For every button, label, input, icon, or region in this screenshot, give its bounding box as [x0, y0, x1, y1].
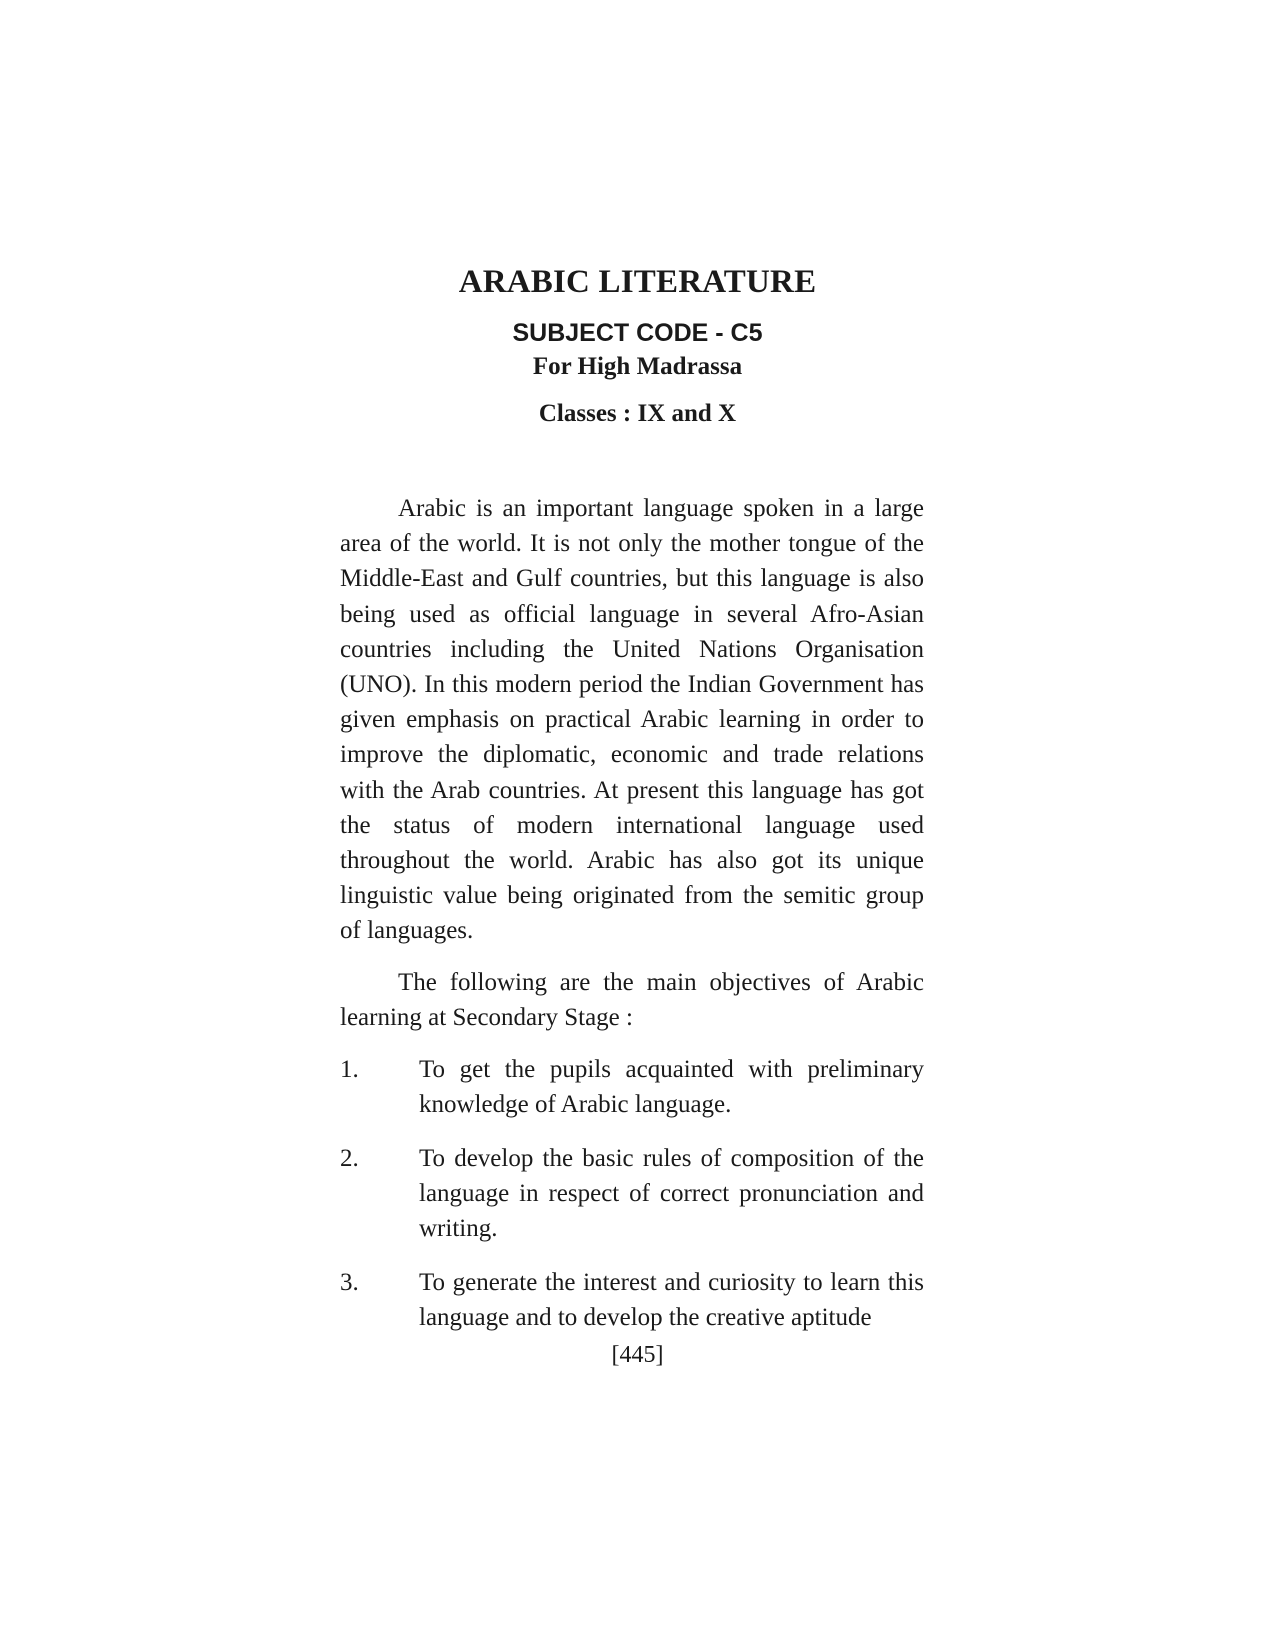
list-item-number: 3.	[340, 1269, 359, 1296]
classes-line: Classes : IX and X	[538, 400, 737, 427]
page-title: ARABIC LITERATURE	[458, 264, 817, 300]
list-item-number: 2.	[340, 1145, 359, 1172]
list-item-text: To get the pupils acquainted with preliminary knowledge of Arabic language.	[419, 1056, 924, 1119]
list-item-text: To develop the basic rules of composition of the language in respect of correct pronunciation and writing.	[419, 1145, 924, 1243]
subject-code: SUBJECT CODE - C5	[512, 319, 763, 347]
audience-line: For High Madrassa	[532, 353, 743, 380]
page-number: [445]	[611, 1342, 664, 1368]
list-item-text: To generate the interest and curiosity to learn this language and to develop the creative aptitude	[419, 1269, 924, 1332]
objectives-intro-paragraph: The following are the main objectives of Arabic learning at Secondary Stage :	[340, 969, 924, 1032]
intro-paragraph: Arabic is an important language spoken in a large area of the world. It is not only the mother tongue of the Middle-East and Gulf countries, but this language is also being used as official language in several Afro-Asian countries including the United Nations Organisation (UNO). In this modern period the Indian Government has given emphasis on practical Arabic learning in order to improve the diplomatic, economic and trade relations with the Arab countries. At present this language has got the status of modern international language used throughout the world. Arabic has also got its unique linguistic value being originated from the semitic group of languages.	[340, 495, 924, 945]
list-item-number: 1.	[340, 1056, 359, 1083]
